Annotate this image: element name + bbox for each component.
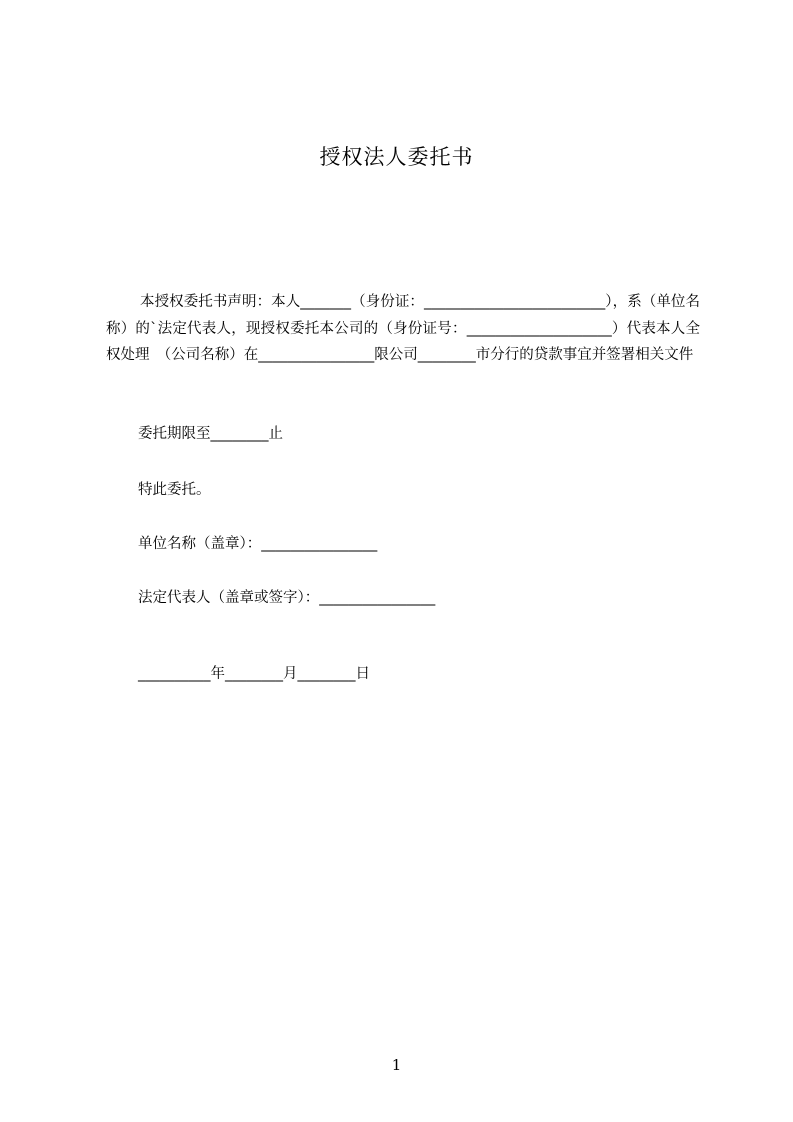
special-commission-line: 特此委托。 — [138, 482, 211, 498]
unit-name-seal-line: 单位名称（盖章）：________________ — [138, 536, 378, 552]
legal-representative-signature-line: 法定代表人（盖章或签字）：________________ — [138, 590, 436, 606]
authorization-statement-paragraph: 本授权委托书声明：本人_______（身份证：_________________________），系（单位名称）的`法定代表人，现授权委托本公司的（身份证号：____________________）代表本人全权处理 （公司名称）在________________限公司________市分行的贷款事宜并签署相关文件 — [106, 294, 700, 363]
document-title: 授权法人委托书 — [319, 145, 474, 169]
term-line: 委托期限至________止 — [138, 426, 283, 442]
date-line: __________年________月________日 — [138, 666, 370, 682]
page-number: 1 — [391, 1056, 402, 1074]
